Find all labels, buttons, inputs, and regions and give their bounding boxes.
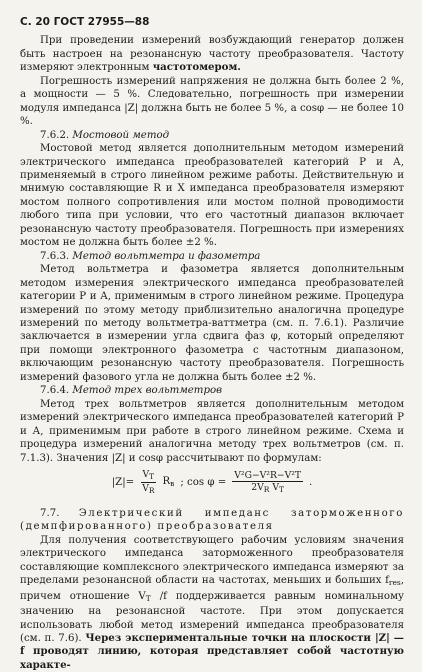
paragraph-measurement-error: Погрешность измерений напряжения не должна быть более 2 %, а мощности — 5 %. Следовательно, погрешность при измерении модуля импеданса |Z| должна быть не более 5 %, а cosφ — не более 10 %. [20,75,404,128]
section-number: 7.7. [40,507,60,519]
fraction-denominator-b: V [269,482,279,494]
subscript: T [149,472,155,482]
impedance-formula [20,469,404,497]
section-number: 7.6.4. [40,385,70,397]
bold-sentence: Через экспериментальные точки на плоскости |Z| — f проводят линию, которая представляет собой частотную характе- [20,632,404,671]
paragraph-bridge-method: Мостовой метод является дополнительным методом измерений электрического импеданса преобразователей категорий Р и А, применяемый в строго линейном режиме работы. Действительную и мнимую составляющие R и X импеданса преобразователя измеряют мостом полного сопротивления или мостом полной проводимости любого типа при условии, что его частотный диапазон включает резонансную частоту преобразователя. Погрешность при измерениях мостом не должна быть более ±2 %. [20,143,404,249]
section-heading-7-6-3 [20,250,404,263]
section-heading-7-7 [20,507,404,534]
subscript: R [148,486,155,496]
section-heading-7-6-2 [20,129,404,142]
section-number: 7.6.3. [40,250,70,262]
paragraph-text: /f поддерживается равным номинальному значению на резонансной частоте. При этом допускается использовать любой метод измерений импеданса преобразователя (см. п. 7.6). [20,590,404,645]
paragraph-text: , причем отношение V [20,575,404,602]
section-heading-7-6-4 [20,384,404,397]
formula-lhs: |Z|= [111,477,135,489]
formula-separator: ; cos φ = [180,477,227,489]
fraction-numerator: V²G−V²R−V²T [234,470,302,482]
subscript: T [279,485,285,495]
section-title: Метод вольтметра и фазометра [72,250,261,262]
section-title: Мостовой метод [72,129,170,141]
subscript: в [170,479,175,489]
section-title: Электрический импеданс заторможенного (демпфированного) преобразователя [20,507,404,533]
page-header: С. 20 ГОСТ 27955—88 [20,16,150,28]
paragraph-generator-tuning [20,34,404,74]
paragraph-voltmeter-phasemeter: Метод вольтметра и фазометра является дополнительным методом измерения электрического импеданса преобразователей категории Р и А, применимым в строго линейном режиме. Процедура измерений по этому методу приблизительно аналогична процедуре измерений по методу вольтметра-ваттметра (см. п. 7.6.1). Различие заключается в измерении угла сдвига фаз φ, который определяют при помощи электронного фазометра с частотным диапазоном, включающим резонансную частоту преобразователя. Погрешность измерений фазового угла не должна быть более ±2 %. [20,264,404,383]
formula-end: . [309,477,313,489]
paragraph-damped-impedance [20,534,404,672]
fraction-denominator: V [142,483,149,495]
paragraph-text: Для получения соответствующего рабочим условиям значения электрического импеданса заторможенного преобразователя составляющие комплексного электрического импеданса измеряют за пределами резонансной области на частотах, меньших и больших f [20,534,404,587]
subscript: R [263,485,270,495]
fraction-vt-vr [140,469,156,496]
fraction-numerator: V [142,469,150,481]
section-title: Метод трех вольтметров [72,385,223,397]
fraction-cos-phi [232,470,303,495]
paragraph-text: При проведении измерений возбуждающий генератор должен быть настроен на резонансную частоту преобразователя. Частоту измеряют электронным [20,35,404,74]
paragraph-three-voltmeters: Метод трех вольтметров является дополнительным методом измерений электрического импеданса преобразователей категорий Р и А, применимым при работе в строго линейном режиме. Схема и процедура измерений аналогична методу трех вольтметров (см. п. 7.1.3). Значения |Z| и cosφ рассчитывают по формулам: [20,398,404,464]
subscript-t: T [145,593,151,603]
section-number: 7.6.2. [40,129,70,141]
subscript-res: res [388,578,401,588]
formula-resistance: R [162,476,171,488]
fraction-denominator: 2V [251,482,264,494]
bold-term-frequency-meter: частотомером. [152,61,241,74]
